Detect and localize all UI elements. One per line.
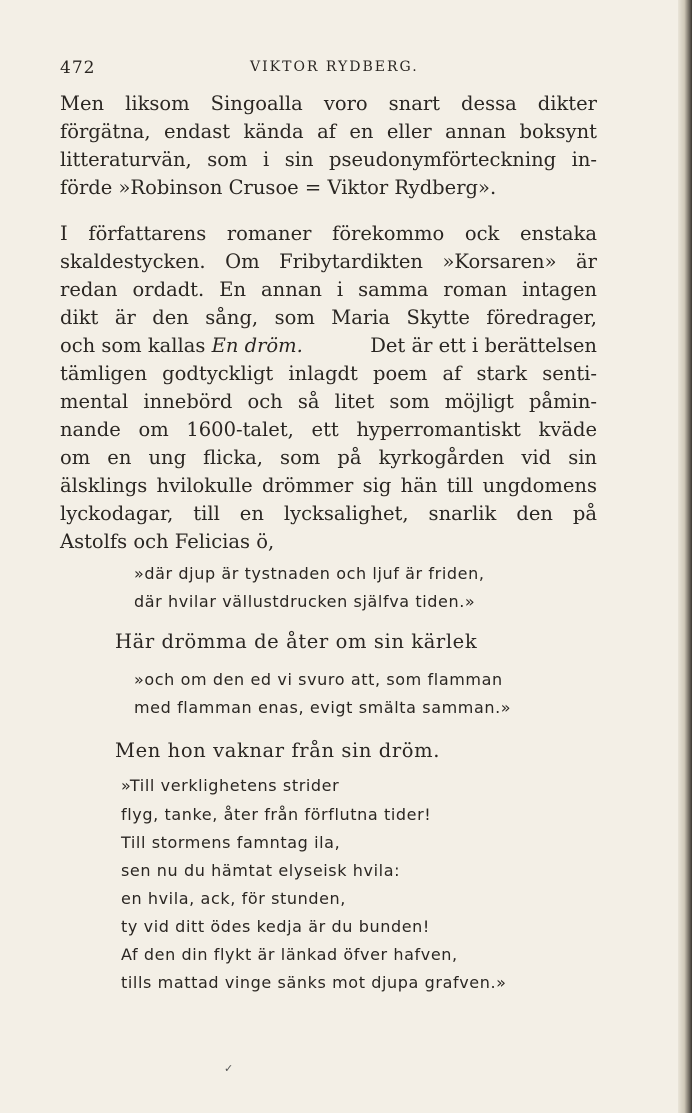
prose-line: Men hon vaknar från sin dröm.	[115, 739, 441, 762]
paragraph2-line: skaldestycken. Om Fribytardikten »Korsaren» är	[60, 250, 597, 273]
prose-line: Här drömma de åter om sin kärlek	[115, 630, 478, 653]
pencil-mark: ✓	[224, 1062, 234, 1075]
verse-line: Till stormens famntag ila,	[121, 833, 341, 852]
paragraph1-line: förde »Robinson Crusoe = Viktor Rydberg».	[60, 176, 497, 199]
paragraph2-line: om en ung flicka, som på kyrkogården vid sin	[60, 446, 597, 469]
paragraph2-line: älsklings hvilokulle drömmer sig hän till ungdomens	[60, 474, 597, 497]
paragraph2-line: I författarens romaner förekommo ock enstaka	[60, 222, 597, 245]
running-title: VIKTOR RYDBERG.	[250, 59, 419, 75]
poem-title: En dröm.	[211, 334, 303, 357]
verse-line: »Till verklighetens strider	[121, 776, 340, 795]
verse-line: flyg, tanke, åter från förflutna tider!	[121, 805, 432, 824]
paragraph2-line: mental innebörd och så litet som möjligt påmin-	[60, 390, 597, 413]
paragraph2-line: lyckodagar, till en lycksalighet, snarlik den på	[60, 502, 597, 525]
paragraph2-line: tämligen godtyckligt inlagdt poem af stark senti-	[60, 362, 597, 385]
verse-line: sen nu du hämtat elyseisk hvila:	[121, 861, 401, 880]
line-text: Det är ett i berättelsen	[364, 334, 597, 357]
verse-line: »och om den ed vi svuro att, som flamman	[134, 670, 503, 689]
verse-line: med flamman enas, evigt smälta samman.»	[134, 698, 512, 717]
line-text: och som kallas	[60, 334, 212, 357]
verse-line: ty vid ditt ödes kedja är du bunden!	[121, 917, 430, 936]
paragraph2-line: nande om 1600-talet, ett hyperromantiskt kväde	[60, 418, 597, 441]
verse-line: där hvilar vällustdrucken själfva tiden.»	[134, 592, 476, 611]
page-edge-shadow	[678, 0, 692, 1113]
verse-line: Af den din flykt är länkad öfver hafven,	[121, 945, 458, 964]
paragraph1-line: litteraturvän, som i sin pseudonymförteckning in-	[60, 148, 597, 171]
paragraph1-line: Men liksom Singoalla voro snart dessa dikter	[60, 92, 597, 115]
verse-line: tills mattad vinge sänks mot djupa grafven.»	[121, 973, 507, 992]
paragraph2-line: Astolfs och Felicias ö,	[60, 530, 275, 553]
verse-line: »där djup är tystnaden och ljuf är friden,	[134, 564, 485, 583]
page-number: 472	[60, 58, 96, 78]
page-header	[60, 58, 590, 82]
paragraph2-line	[60, 334, 597, 357]
paragraph2-line: dikt är den sång, som Maria Skytte föredrager,	[60, 306, 597, 329]
paragraph1-line: förgätna, endast kända af en eller annan boksynt	[60, 120, 597, 143]
verse-line: en hvila, ack, för stunden,	[121, 889, 346, 908]
paragraph2-line: redan ordadt. En annan i samma roman intagen	[60, 278, 597, 301]
